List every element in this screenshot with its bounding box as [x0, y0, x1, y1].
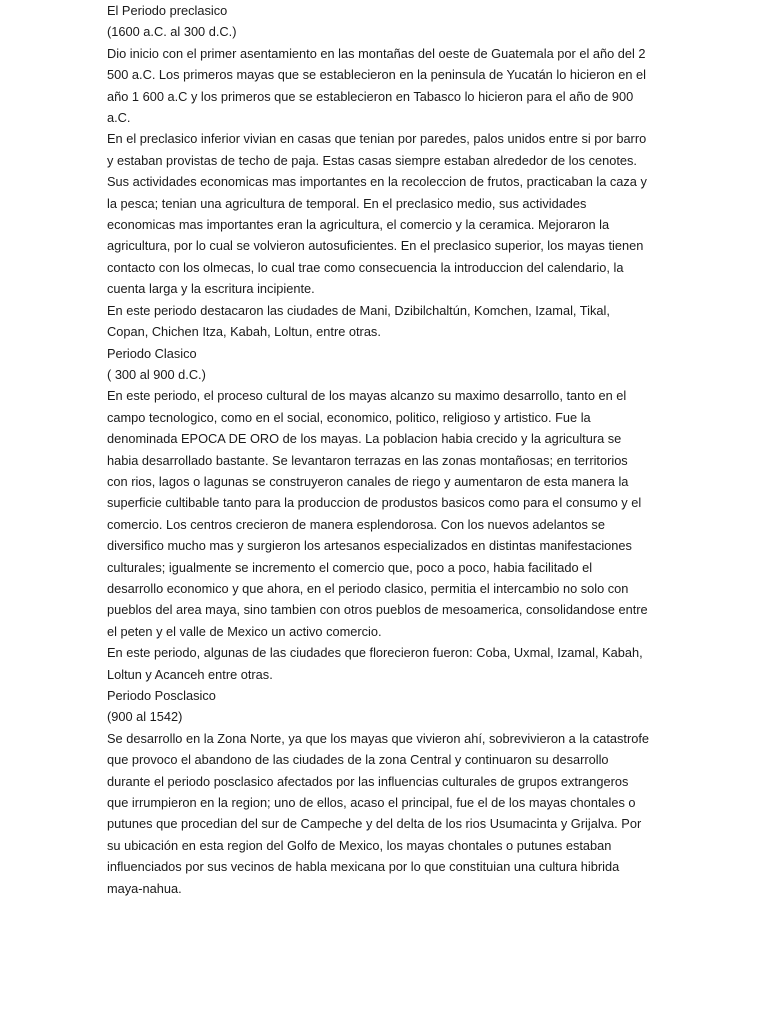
text-line: Sus actividades economicas mas importantes en la recoleccion de frutos, practicaban la caza y	[107, 174, 647, 190]
text-line: su ubicación en esta region del Golfo de Mexico, los mayas chontales o putunes estaban	[107, 837, 612, 853]
heading-posclasico: Periodo Posclasico	[107, 688, 216, 703]
text-line: En este periodo, el proceso cultural de los mayas alcanzo su maximo desarrollo, tanto en el	[107, 388, 627, 404]
text-line: campo tecnologico, como en el social, economico, politico, religioso y artistico. Fue la	[107, 409, 591, 425]
text-line: influenciados por sus vecinos de habla mexicana por lo que constituian una cultura hibrida	[107, 859, 620, 875]
text-line: el peten y el valle de Mexico un activo comercio.	[107, 623, 382, 639]
text-line: putunes que procedian del sur de Campeche y del delta de los rios Usumacinta y Grijalva. Por	[107, 816, 642, 832]
text-line: Copan, Chichen Itza, Kabah, Loltun, entre otras.	[107, 324, 381, 340]
text-line: En el preclasico inferior vivian en casas que tenian por paredes, palos unidos entre si por barro	[107, 131, 647, 147]
text-line: contacto con los olmecas, lo cual trae como consecuencia la introduccion del calendario, la	[107, 259, 624, 275]
text-line: pueblos del area maya, sino tambien con otros pueblos de mesoamerica, consolidandose entre	[107, 602, 648, 618]
subheading-posclasico-dates: (900 al 1542)	[107, 709, 183, 725]
text-line: año 1 600 a.C y los primeros que se establecieron en Tabasco lo hicieron para el año de 900	[107, 88, 634, 104]
text-line: denominada EPOCA DE ORO de los mayas. La poblacion habia crecido y la agricultura se	[107, 431, 622, 447]
document-page	[107, 0, 650, 899]
text-line: a.C.	[107, 110, 131, 126]
text-line: diversifico mucho mas y surgieron los artesanos especializados en distintas manifestaciones	[107, 538, 632, 554]
heading-preclasico: El Periodo preclasico	[107, 3, 228, 18]
text-line: En este periodo, algunas de las ciudades que florecieron fueron: Coba, Uxmal, Izamal, Kabah,	[107, 645, 643, 661]
text-line: agricultura, por lo cual se volvieron autosuficientes. En el preclasico superior, los mayas tienen	[107, 238, 644, 254]
text-line: habia desarrollado bastante. Se levantaron terrazas en las zonas montañosas; en territorios	[107, 452, 628, 468]
text-line: superficie cultibable tanto para la produccion de produstos basicos como para el consumo y el	[107, 495, 642, 511]
heading-clasico: Periodo Clasico	[107, 345, 197, 361]
text-line: que irrumpieron en la region; uno de ellos, acaso el principal, fue el de los mayas chontales o	[107, 795, 636, 811]
text-line: Dio inicio con el primer asentamiento en las montañas del oeste de Guatemala por el año del 2	[107, 45, 646, 61]
text-line: Loltun y Acanceh entre otras.	[107, 666, 273, 682]
text-line: durante el periodo posclasico afectados por las influencias culturales de grupos extrangeros	[107, 773, 629, 789]
text-line: En este periodo destacaron las ciudades de Mani, Dzibilchaltún, Komchen, Izamal, Tikal,	[107, 302, 610, 318]
text-line: con rios, lagos o lagunas se construyeron canales de riego y aumentaron de esta manera la	[107, 473, 629, 489]
subheading-preclasico-dates: (1600 a.C. al 300 d.C.)	[107, 24, 237, 40]
text-line: economicas mas importantes eran la agricultura, el comercio y la ceramica. Mejoraron la	[107, 217, 610, 233]
text-line: comercio. Los centros crecieron de manera esplendorosa. Con los nuevos adelantos se	[107, 516, 605, 532]
text-line: culturales; igualmente se incremento el comercio que, poco a poco, habia facilitado el	[107, 559, 593, 575]
subheading-clasico-dates: ( 300 al 900 d.C.)	[107, 366, 206, 382]
text-line: Se desarrollo en la Zona Norte, ya que los mayas que vivieron ahí, sobrevivieron a la catastrofe	[107, 730, 650, 746]
text-line: cuenta larga y la escritura incipiente.	[107, 281, 315, 297]
text-line: la pesca; tenian una agricultura de temporal. En el preclasico medio, sus actividades	[107, 195, 587, 211]
text-line: desarrollo economico y que ahora, en el periodo clasico, permitia el intercambio no solo con	[107, 580, 629, 596]
text-line: que provoco el abandono de las ciudades de la zona Central y continuaron su desarrollo	[107, 752, 609, 768]
text-line: y estaban provistas de techo de paja. Estas casas siempre estaban alrededor de los cenotes.	[107, 152, 637, 168]
text-line: 500 a.C. Los primeros mayas que se establecieron en la peninsula de Yucatán lo hicieron en el	[107, 67, 646, 83]
text-line: maya-nahua.	[107, 880, 182, 896]
